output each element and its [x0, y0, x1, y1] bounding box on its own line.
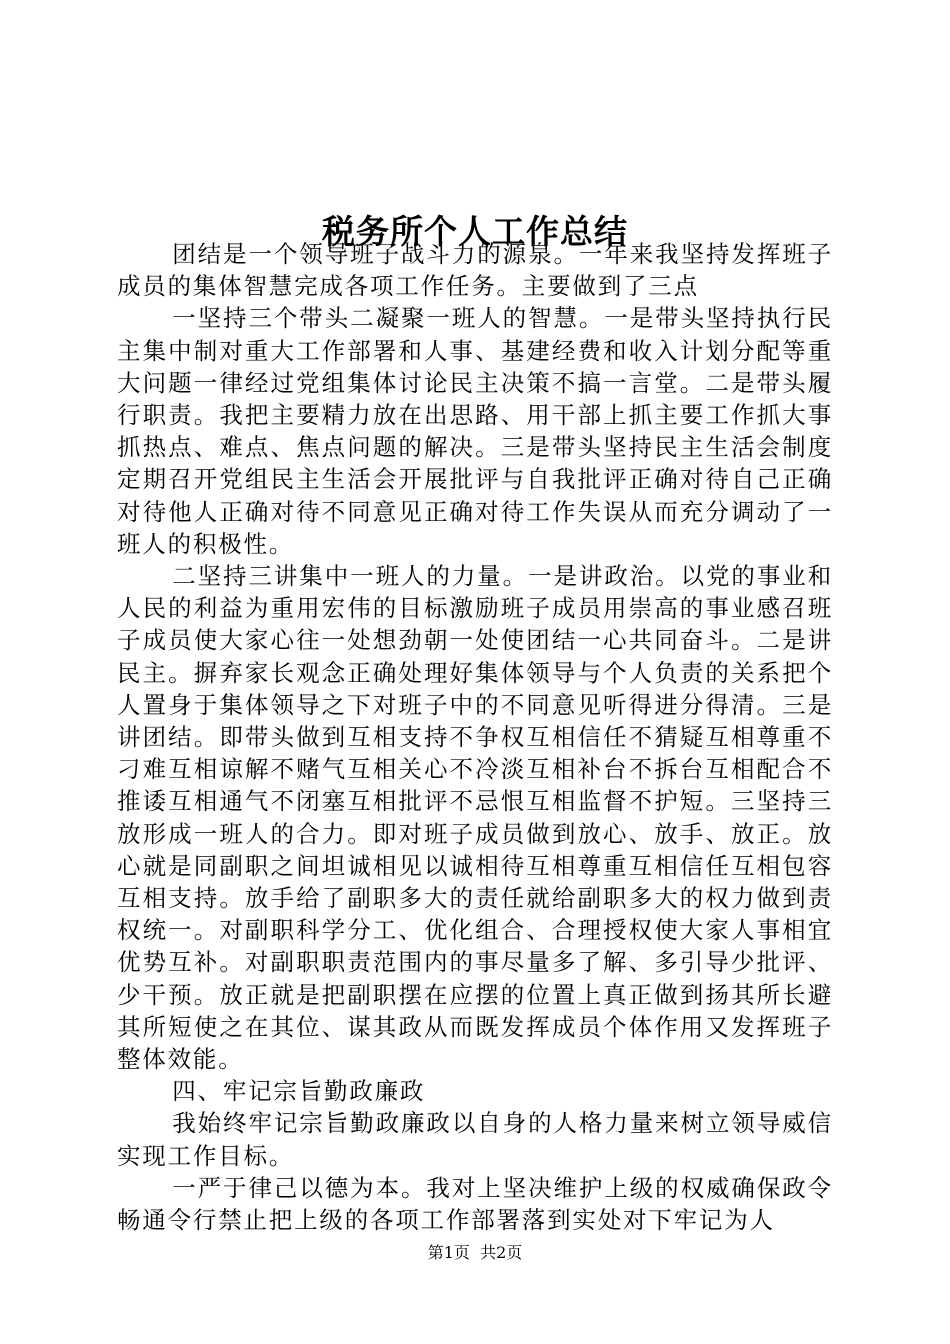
paragraph-3: 二坚持三讲集中一班人的力量。一是讲政治。以党的事业和人民的利益为重用宏伟的目标激励班子成员用崇高的事业感召班子成员使大家心往一处想劲朝一处使团结一心共同奋斗。二是讲民主。摒弃家长观念正确处理好集体领导与个人负责的关系把个人置身于集体领导之下对班子中的不同意见听得进分得清。三是讲团结。即带头做到互相支持不争权互相信任不猜疑互相尊重不刁难互相谅解不赌气互相关心不冷淡互相补台不拆台互相配合不推诿互相通气不闭塞互相批评不忌恨互相监督不护短。三坚持三放形成一班人的合力。即对班子成员做到放心、放手、放正。放心就是同副职之间坦诚相见以诚相待互相尊重互相信任互相包容互相支持。放手给了副职多大的责任就给副职多大的权力做到责权统一。对副职科学分工、优化组合、合理授权使大家人事相宜优势互补。对副职职责范围内的事尽量多了解、多引导少批评、少干预。放正就是把副职摆在应摆的位置上真正做到扬其所长避其所短使之在其位、谋其政从而既发挥成员个体作用又发挥班子整体效能。	[117, 562, 833, 1074]
page-number-current: 第1页	[427, 1243, 470, 1262]
paragraph-6: 一严于律己以德为本。我对上坚决维护上级的权威确保政令畅通令行禁止把上级的各项工作部署落到实处对下牢记为人	[117, 1173, 833, 1235]
paragraph-1: 团结是一个领导班子战斗力的源泉。一年来我坚持发挥班子成员的集体智慧完成各项工作任务。主要做到了三点	[117, 240, 833, 301]
document-body	[117, 238, 833, 1236]
page-number-total: 共2页	[480, 1243, 523, 1262]
paragraph-4: 四、牢记宗旨勤政廉政	[172, 1077, 426, 1106]
footer-separator	[470, 1243, 480, 1262]
paragraph-2: 一坚持三个带头二凝聚一班人的智慧。一是带头坚持执行民主集中制对重大工作部署和人事、基建经费和收入计划分配等重大问题一律经过党组集体讨论民主决策不搞一言堂。二是带头履行职责。我把主要精力放在出思路、用干部上抓主要工作抓大事抓热点、难点、焦点问题的解决。三是带头坚持民主生活会制度定期召开党组民主生活会开展批评与自我批评正确对待自己正确对待他人正确对待不同意见正确对待工作失误从而充分调动了一班人的积极性。	[117, 304, 833, 558]
paragraph-5: 我始终牢记宗旨勤政廉政以自身的人格力量来树立领导威信实现工作目标。	[117, 1109, 833, 1170]
document-title: 税务所个人工作总结	[322, 212, 628, 252]
page-footer	[0, 1241, 950, 1265]
